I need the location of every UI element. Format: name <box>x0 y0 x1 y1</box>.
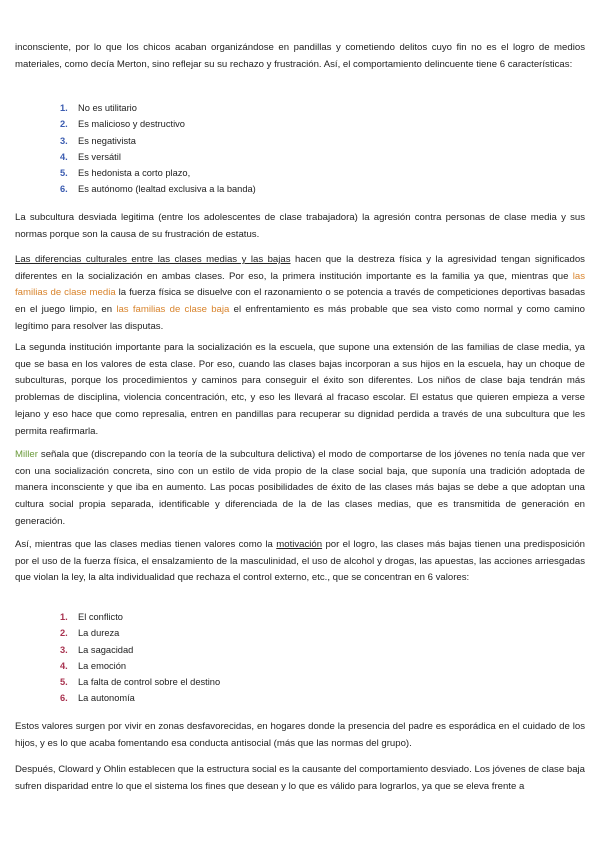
list-item-text: Es hedonista a corto plazo, <box>78 168 191 179</box>
list-number: 5. <box>60 168 68 179</box>
underlined-heading: Las diferencias culturales entre las clases medias y las bajas <box>15 254 291 265</box>
list-item <box>60 100 256 116</box>
list-number: 3. <box>60 135 68 146</box>
list-item-text: Es negativista <box>78 135 136 146</box>
list-number: 4. <box>60 660 68 671</box>
list-number: 2. <box>60 628 68 639</box>
list-item-text: Es autónomo (lealtad exclusiva a la banda) <box>78 184 256 195</box>
underlined-motivation: motivación <box>276 539 323 550</box>
list-item-text: Es versátil <box>78 151 121 162</box>
list-item <box>60 181 256 197</box>
values-list <box>60 609 220 707</box>
list-item-text: Es malicioso y destructivo <box>78 119 185 130</box>
paragraph-school: La segunda institución importante para la socialización es la escuela, que supone una extensión de las familias de clase media, ya que se basa en los valores de esta clase. Por eso, cuando las clases bajas incorporan a sus hijos en la escuela, hay un choque de subculturas, porque los procedimientos y caminos para conseguir el éxito son diferentes. Los niños de clase baja tendrán más problemas de disciplina, violencia concentración, etc, y eso les llevará al fracaso escolar. El estatus que quieren empieza a verse lejano y eso hace que como represalia, entren en pandillas para recuperar su dignidad perdida a través de una subcultura que les permita reafirmarla. <box>15 342 585 437</box>
paragraph-subculture: La subcultura desviada legitima (entre los adolescentes de clase trabajadora) la agresión contra personas de clase media y sus normas porque son la causa de su frustración de estatus. <box>15 212 585 240</box>
list-number: 1. <box>60 103 68 113</box>
highlight-middle-class: las familias de clase media <box>15 270 585 299</box>
author-miller: Miller <box>15 449 38 460</box>
list-item <box>60 658 220 674</box>
list-number: 1. <box>60 612 68 622</box>
list-item-text: La sagacidad <box>78 644 134 655</box>
list-item-text: La autonomía <box>78 693 135 704</box>
paragraph-conclusion: Estos valores surgen por vivir en zonas desfavorecidas, en hogares donde la presencia del padre es esporádica en el cuidado de los hijos, y es lo que acaba fomentando esa conducta antisocial (más que las normas del grupo). <box>15 721 585 749</box>
paragraph-cloward-ohlin: Después, Cloward y Ohlin establecen que la estructura social es la causante del comportamiento desviado. Los jóvenes de clase baja sufren disparidad entre lo que el sistema los fines que desean y lo que es válido para lograrlos, ya que se eleva frente a <box>15 764 585 792</box>
paragraph-miller: Miller señala que (discrepando con la teoría de la subcultura delictiva) el modo de comportarse de los jóvenes no tenía nada que ver con una socialización concreta, sino con un estilo de vida propio de la clase social baja, que suponía una tradición adoptada de manera inconsciente y que iba en aumento. Las pocas posibilidades de éxito de las clases más bajas se debe a que adoptan una cultura social propia separada, identificable y diferenciada de la de las clases medias, que es transmitida de generación en generación. <box>15 449 585 527</box>
highlight-lower-class: las familias de clase baja <box>116 304 230 316</box>
paragraph-cultural-differences: Las diferencias culturales entre las clases medias y las bajas hacen que la destreza física y la agresividad tengan significados diferentes en la socialización en ambas clases. Por eso, la primera institución importante es la familia ya que, mientras que las familias de clase media la fuerza física se disuelve con el razonamiento o se potencia a través de competiciones deportivas basadas en el juego limpio, en las familias de clase baja el enfrentamiento es más probable que sea visto como normal y como camino legítimo para resolver las disputas. <box>15 254 585 332</box>
list-item <box>60 165 256 181</box>
list-item <box>60 133 256 149</box>
paragraph-values: Así, mientras que las clases medias tienen valores como la motivación por el logro, las clases más bajas tienen una predisposición por el uso de la fuerza física, el ensalzamiento de la masculinidad, el uso de alcohol y drogas, las apuestas, las acciones arriesgadas que violan la ley, la alta individualidad que rechaza el control externo, etc., que se concentran en 6 valores: <box>15 539 585 584</box>
list-item-text: El conflicto <box>78 612 123 622</box>
list-number: 4. <box>60 151 68 162</box>
list-item <box>60 625 220 641</box>
characteristics-list <box>60 100 256 198</box>
list-item <box>60 116 256 132</box>
list-item <box>60 149 256 165</box>
list-item-text: La falta de control sobre el destino <box>78 677 221 688</box>
list-number: 6. <box>60 693 68 704</box>
list-item <box>60 642 220 658</box>
list-item <box>60 609 220 625</box>
list-item-text: No es utilitario <box>78 103 137 113</box>
list-number: 5. <box>60 677 68 688</box>
list-number: 2. <box>60 119 68 130</box>
list-number: 3. <box>60 644 68 655</box>
list-item <box>60 674 220 690</box>
paragraph-intro: inconsciente, por lo que los chicos acaban organizándose en pandillas y cometiendo delitos cuyo fin no es el logro de medios materiales, como decía Merton, sino reflejar su su rechazo y frustración. Así, el comportamiento delincuente tiene 6 características: <box>15 42 585 70</box>
list-number: 6. <box>60 184 68 195</box>
list-item <box>60 690 220 706</box>
list-item-text: La dureza <box>78 628 120 639</box>
list-item-text: La emoción <box>78 660 127 671</box>
